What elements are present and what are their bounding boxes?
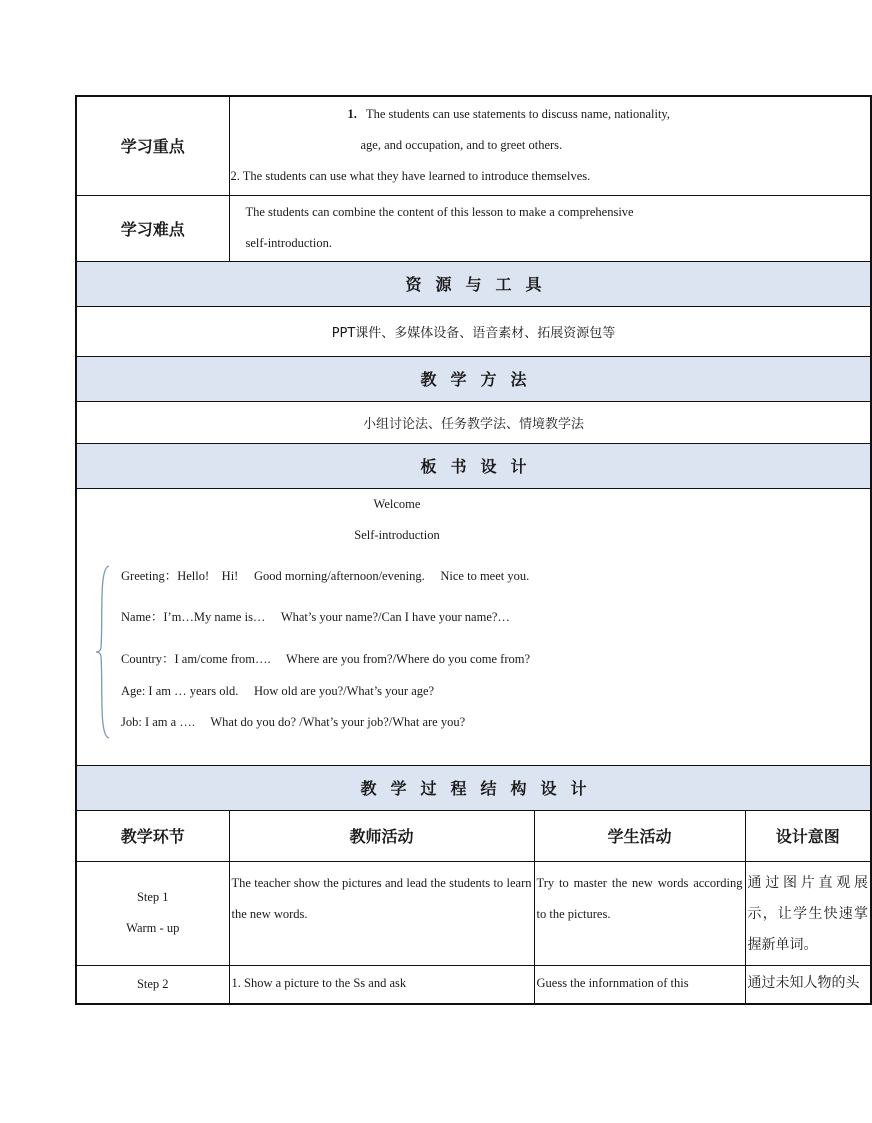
name-text: I’m…My name is… What’s your name?/Can I have your name?…	[163, 609, 510, 624]
col-header-intent: 设计意图	[745, 810, 871, 861]
step-1-student: Try to master the new words according to the pictures.	[534, 861, 745, 965]
key-points-content	[229, 96, 871, 195]
key-points-row	[76, 96, 871, 195]
board-content	[76, 488, 871, 765]
difficulties-row	[76, 195, 871, 261]
step-2-name: Step 2	[76, 965, 229, 1004]
board-self-intro: Self-introduction	[354, 527, 440, 542]
key-point-1	[230, 99, 871, 130]
col-header-stage: 教学环节	[76, 810, 229, 861]
key-points-label: 学习重点	[76, 96, 229, 195]
board-row	[76, 488, 871, 765]
board-welcome: Welcome	[373, 496, 421, 511]
greeting-text: Hello! Hi! Good morning/afternoon/evening. Nice to meet you.	[177, 568, 530, 583]
name-label: Name：	[121, 609, 164, 624]
board-country	[121, 649, 530, 667]
board-age: Age: I am … years old. How old are you?/What’s your age?	[121, 683, 435, 698]
step-1-intent: 通过图片直观展示，让学生快速掌握新单词。	[745, 861, 871, 965]
col-header-teacher: 教师活动	[229, 810, 534, 861]
board-greeting	[121, 566, 529, 584]
step-1-name	[76, 861, 229, 965]
process-header-row	[76, 765, 871, 810]
methods-row	[76, 401, 871, 443]
resources-content: PPT课件、多媒体设备、语音素材、拓展资源包等	[76, 306, 871, 356]
difficulties-label: 学习难点	[76, 195, 229, 261]
board-header-row	[76, 443, 871, 488]
key-point-2: 2. The students can use what they have learned to introduce themselves.	[230, 169, 591, 184]
board-name	[121, 607, 510, 625]
col-header-student: 学生活动	[534, 810, 745, 861]
process-column-headers	[76, 810, 871, 861]
key-point-1-num: 1.	[347, 107, 357, 122]
board-title: 板书设计	[76, 443, 871, 488]
board-job: Job: I am a …. What do you do? /What’s your job?/What are you?	[121, 714, 466, 729]
step-2-student: Guess the infornmation of this	[534, 965, 745, 1004]
resources-title: 资源与工具	[76, 261, 871, 306]
methods-title: 教学方法	[76, 356, 871, 401]
step-1-teacher: The teacher show the pictures and lead the students to learn the new words.	[229, 861, 534, 965]
resources-row	[76, 306, 871, 356]
resources-header-row	[76, 261, 871, 306]
difficulty-line-1: The students can combine the content of this lesson to make a comprehensive	[245, 205, 634, 219]
step-1-title: Step 1	[136, 890, 169, 904]
curly-brace-icon	[95, 564, 111, 740]
country-text: I am/come from…. Where are you from?/Where do you come from?	[174, 651, 531, 666]
step-2-intent: 通过未知人物的头	[745, 965, 871, 1004]
country-label: Country：	[121, 651, 175, 666]
step-1-row	[76, 861, 871, 965]
step-1-subtitle: Warm - up	[126, 921, 180, 935]
difficulty-line-2: self-introduction.	[245, 236, 332, 250]
greeting-label: Greeting：	[121, 568, 178, 583]
process-title: 教学过程结构设计	[76, 765, 871, 810]
step-2-teacher: 1. Show a picture to the Ss and ask	[229, 965, 534, 1004]
key-point-1-text: The students can use statements to discuss name, nationality,	[366, 107, 670, 122]
key-point-1-cont: age, and occupation, and to greet others.	[360, 138, 563, 153]
methods-content: 小组讨论法、任务教学法、情境教学法	[76, 401, 871, 443]
lesson-plan-table	[75, 95, 868, 1005]
difficulties-content	[229, 195, 871, 261]
methods-header-row	[76, 356, 871, 401]
step-2-row	[76, 965, 871, 1004]
